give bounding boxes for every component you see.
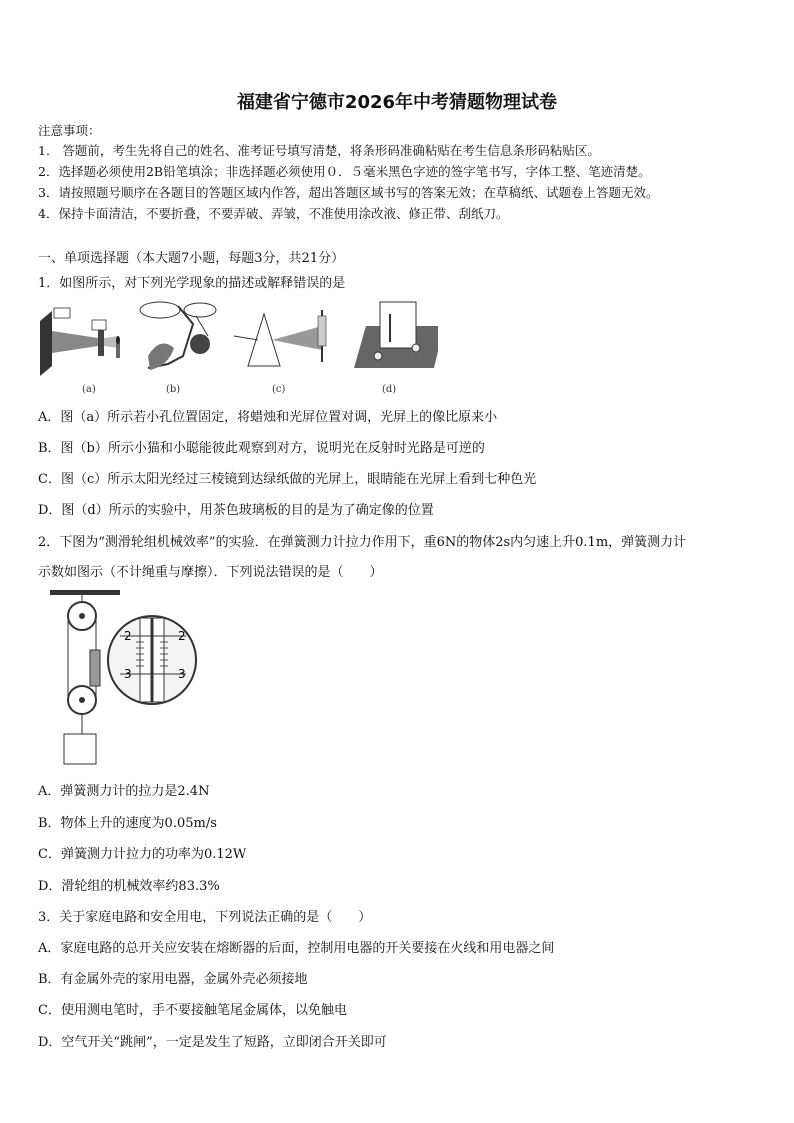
scale-label-2-right: 2: [178, 629, 186, 643]
notice-item: 1. 答题前，考生先将自己的姓名、准考证号填写清楚，将条形码准确粘贴在考生信息条形码粘贴区。: [38, 143, 600, 158]
q1-option-c: C．图（c）所示太阳光经过三棱镜到达绿纸做的光屏上，眼睛能在光屏上看到七种色光: [38, 472, 537, 487]
figure-d-plane-mirror: [354, 302, 438, 368]
notice-item: 4．保持卡面清洁，不要折叠，不要弄破、弄皱，不准使用涂改液、修正带、刮纸刀。: [38, 206, 509, 221]
scale-label-3-right: 3: [178, 667, 186, 681]
question-1-stem: 1．如图所示，对下列光学现象的描述或解释错误的是: [38, 276, 346, 291]
question-2-stem-line2: 示数如图示（不计绳重与摩擦）．下列说法错误的是（ ）: [38, 565, 383, 580]
page-title: 福建省宁德市2026年中考猜题物理试卷: [236, 92, 558, 113]
q3-option-d: D．空气开关“跳闸”，一定是发生了短路，立即闭合开关即可: [38, 1035, 387, 1050]
question-3-stem: 3．关于家庭电路和安全用电，下列说法正确的是（ ）: [38, 910, 372, 925]
q1-option-d: D．图（d）所示的实验中，用茶色玻璃板的目的是为了确定像的位置: [38, 503, 434, 518]
figure-a-pinhole: [40, 308, 120, 376]
question-2-stem-line1: 2．下图为“测滑轮组机械效率”的实验．在弹簧测力计拉力作用下，重6N的物体2s内匀速上升0.1m，弹簧测力计: [38, 535, 687, 550]
figure-c-prism: [234, 310, 326, 366]
figure-label: (a): [82, 384, 96, 395]
q2-option-b: B．物体上升的速度为0.05m/s: [38, 816, 217, 831]
scale-label-2: 2: [124, 629, 132, 643]
q3-option-b: B．有金属外壳的家用电器，金属外壳必须接地: [38, 972, 308, 987]
figure-label: (d): [382, 384, 397, 395]
notice-item: 3．请按照题号顺序在各题目的答题区域内作答，超出答题区域书写的答案无效；在草稿纸、试题卷上答题无效。: [38, 185, 659, 200]
figure-label: (c): [272, 384, 286, 395]
figure-b-cat-mirror: [140, 302, 216, 370]
notice-heading: 注意事项：: [38, 123, 101, 138]
q1-option-a: A．图（a）所示若小孔位置固定，将蜡烛和光屏位置对调，光屏上的像比原来小: [38, 410, 498, 425]
q3-option-c: C．使用测电笔时，手不要接触笔尾金属体，以免触电: [38, 1003, 347, 1018]
pulley-system-figure: [40, 588, 200, 768]
q3-option-a: A．家庭电路的总开关应安装在熔断器的后面，控制用电器的开关要接在火线和用电器之间: [38, 941, 555, 956]
q2-option-d: D．滑轮组的机械效率约83.3%: [38, 879, 220, 894]
figure-label: (b): [166, 384, 181, 395]
scale-label-3: 3: [124, 667, 132, 681]
q1-option-b: B．图（b）所示小猫和小聪能彼此观察到对方，说明光在反射时光路是可逆的: [38, 441, 485, 456]
q1-figures: [38, 296, 438, 376]
notice-item: 2．选择题必须使用2B铅笔填涂；非选择题必须使用０．５毫米黑色字迹的签字笔书写，字体工整、笔迹清楚。: [38, 164, 651, 179]
section-heading: 一、单项选择题（本大题7小题，每题3分，共21分）: [38, 251, 345, 266]
q2-option-c: C．弹簧测力计拉力的功率为0.12W: [38, 847, 247, 862]
q2-option-a: A．弹簧测力计的拉力是2.4N: [38, 784, 210, 799]
